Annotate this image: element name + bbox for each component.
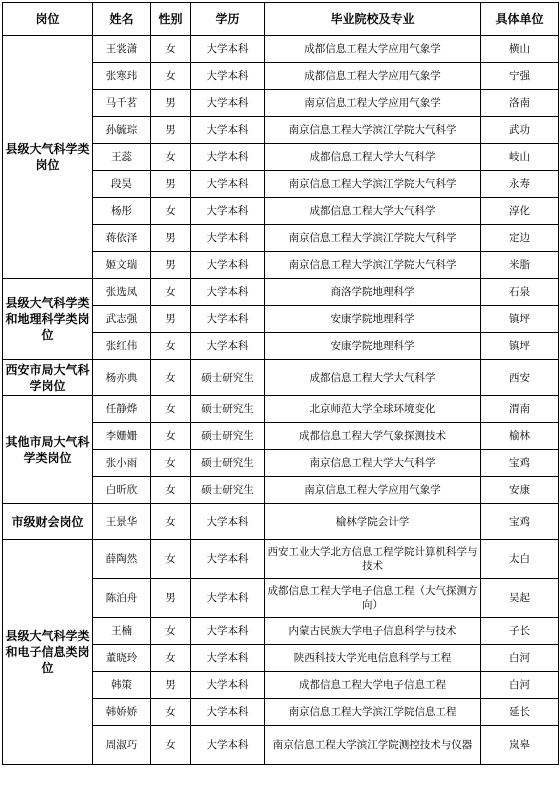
- cell-school-major: 内蒙古民族大学电子信息科学与技术: [265, 618, 481, 645]
- cell-school-major: 北京师范大学全球环境变化: [265, 396, 481, 423]
- cell-unit: 西安: [481, 360, 559, 396]
- cell-gender: 女: [151, 699, 191, 726]
- header-gender: 性别: [151, 3, 191, 36]
- cell-education: 大学本科: [191, 252, 265, 279]
- position-group-cell: 市级财会岗位: [3, 504, 93, 540]
- cell-unit: 安康: [481, 477, 559, 504]
- cell-unit: 岚皋: [481, 726, 559, 765]
- cell-education: 大学本科: [191, 645, 265, 672]
- cell-unit: 洛南: [481, 90, 559, 117]
- cell-name: 孙毓琮: [93, 117, 151, 144]
- cell-education: 大学本科: [191, 90, 265, 117]
- cell-name: 李姗姗: [93, 423, 151, 450]
- cell-gender: 女: [151, 63, 191, 90]
- cell-name: 张小雨: [93, 450, 151, 477]
- cell-education: 大学本科: [191, 36, 265, 63]
- cell-name: 董晓玲: [93, 645, 151, 672]
- cell-school-major: 南京信息工程大学滨江学院大气科学: [265, 171, 481, 198]
- header-unit: 具体单位: [481, 3, 559, 36]
- cell-name: 张选凤: [93, 279, 151, 306]
- cell-name: 韩娇娇: [93, 699, 151, 726]
- cell-unit: 定边: [481, 225, 559, 252]
- cell-school-major: 成都信息工程大学大气科学: [265, 144, 481, 171]
- cell-school-major: 安康学院地理科学: [265, 306, 481, 333]
- cell-unit: 白河: [481, 645, 559, 672]
- cell-gender: 女: [151, 360, 191, 396]
- cell-education: 大学本科: [191, 540, 265, 579]
- cell-gender: 女: [151, 144, 191, 171]
- position-group-cell: 县级大气科学类和地理科学类岗位: [3, 279, 93, 360]
- cell-name: 任静烨: [93, 396, 151, 423]
- cell-name: 武志强: [93, 306, 151, 333]
- cell-education: 大学本科: [191, 225, 265, 252]
- cell-unit: 横山: [481, 36, 559, 63]
- table-row: [3, 36, 559, 63]
- cell-school-major: 成都信息工程大学大气科学: [265, 360, 481, 396]
- cell-gender: 男: [151, 579, 191, 618]
- cell-unit: 武功: [481, 117, 559, 144]
- cell-unit: 米脂: [481, 252, 559, 279]
- cell-gender: 女: [151, 396, 191, 423]
- cell-school-major: 成都信息工程大学大气科学: [265, 198, 481, 225]
- cell-name: 王裳潇: [93, 36, 151, 63]
- position-group-cell: 县级大气科学类和电子信息类岗位: [3, 540, 93, 765]
- cell-education: 大学本科: [191, 144, 265, 171]
- cell-unit: 镇坪: [481, 333, 559, 360]
- cell-school-major: 榆林学院会计学: [265, 504, 481, 540]
- cell-education: 硕士研究生: [191, 396, 265, 423]
- cell-school-major: 南京信息工程大学应用气象学: [265, 477, 481, 504]
- cell-gender: 女: [151, 540, 191, 579]
- cell-gender: 女: [151, 504, 191, 540]
- cell-school-major: 成都信息工程大学应用气象学: [265, 63, 481, 90]
- cell-name: 张寒玮: [93, 63, 151, 90]
- cell-education: 大学本科: [191, 63, 265, 90]
- cell-name: 张红伟: [93, 333, 151, 360]
- cell-gender: 女: [151, 423, 191, 450]
- cell-unit: 永寿: [481, 171, 559, 198]
- cell-education: 大学本科: [191, 198, 265, 225]
- cell-name: 周淑巧: [93, 726, 151, 765]
- cell-school-major: 成都信息工程大学电子信息工程: [265, 672, 481, 699]
- cell-gender: 女: [151, 450, 191, 477]
- cell-unit: 岐山: [481, 144, 559, 171]
- cell-gender: 男: [151, 117, 191, 144]
- cell-unit: 太白: [481, 540, 559, 579]
- cell-school-major: 西安工业大学北方信息工程学院计算机科学与技术: [265, 540, 481, 579]
- cell-school-major: 南京信息工程大学滨江学院大气科学: [265, 225, 481, 252]
- cell-name: 杨亦典: [93, 360, 151, 396]
- cell-school-major: 成都信息工程大学气象探测技术: [265, 423, 481, 450]
- position-group-cell: 西安市局大气科学岗位: [3, 360, 93, 396]
- cell-unit: 吴起: [481, 579, 559, 618]
- cell-unit: 白河: [481, 672, 559, 699]
- cell-name: 马千茗: [93, 90, 151, 117]
- cell-unit: 延长: [481, 699, 559, 726]
- cell-education: 大学本科: [191, 279, 265, 306]
- cell-gender: 男: [151, 306, 191, 333]
- cell-gender: 男: [151, 672, 191, 699]
- cell-school-major: 成都信息工程大学电子信息工程（大气探测方向）: [265, 579, 481, 618]
- cell-gender: 女: [151, 36, 191, 63]
- cell-gender: 女: [151, 645, 191, 672]
- cell-unit: 子长: [481, 618, 559, 645]
- cell-school-major: 安康学院地理科学: [265, 333, 481, 360]
- cell-education: 硕士研究生: [191, 360, 265, 396]
- cell-education: 大学本科: [191, 504, 265, 540]
- cell-education: 大学本科: [191, 117, 265, 144]
- cell-school-major: 成都信息工程大学应用气象学: [265, 36, 481, 63]
- table-row: [3, 360, 559, 396]
- cell-gender: 女: [151, 279, 191, 306]
- cell-unit: 宁强: [481, 63, 559, 90]
- cell-education: 大学本科: [191, 726, 265, 765]
- table-row: [3, 396, 559, 423]
- cell-name: 陈泊舟: [93, 579, 151, 618]
- cell-education: 硕士研究生: [191, 477, 265, 504]
- cell-school-major: 陕西科技大学光电信息科学与工程: [265, 645, 481, 672]
- table-row: [3, 540, 559, 579]
- header-position: 岗位: [3, 3, 93, 36]
- cell-education: 大学本科: [191, 306, 265, 333]
- cell-unit: 渭南: [481, 396, 559, 423]
- cell-education: 大学本科: [191, 579, 265, 618]
- table-row: [3, 279, 559, 306]
- cell-gender: 女: [151, 477, 191, 504]
- cell-education: 硕士研究生: [191, 450, 265, 477]
- cell-gender: 男: [151, 225, 191, 252]
- cell-unit: 镇坪: [481, 306, 559, 333]
- header-name: 姓名: [93, 3, 151, 36]
- cell-name: 杨彤: [93, 198, 151, 225]
- cell-unit: 宝鸡: [481, 450, 559, 477]
- cell-unit: 淳化: [481, 198, 559, 225]
- cell-education: 大学本科: [191, 333, 265, 360]
- cell-education: 大学本科: [191, 171, 265, 198]
- header-education: 学历: [191, 3, 265, 36]
- table-body: [3, 36, 559, 765]
- cell-gender: 男: [151, 90, 191, 117]
- cell-name: 蒋依泽: [93, 225, 151, 252]
- position-group-cell: 其他市局大气科学类岗位: [3, 396, 93, 504]
- cell-school-major: 南京信息工程大学滨江学院大气科学: [265, 252, 481, 279]
- cell-school-major: 南京信息工程大学应用气象学: [265, 90, 481, 117]
- header-row: [3, 3, 559, 36]
- cell-name: 姬文瑞: [93, 252, 151, 279]
- cell-name: 白昕欣: [93, 477, 151, 504]
- cell-name: 韩策: [93, 672, 151, 699]
- header-school-major: 毕业院校及专业: [265, 3, 481, 36]
- cell-school-major: 商洛学院地理科学: [265, 279, 481, 306]
- cell-school-major: 南京信息工程大学滨江学院大气科学: [265, 117, 481, 144]
- table-row: [3, 504, 559, 540]
- cell-school-major: 南京信息工程大学滨江学院测控技术与仪器: [265, 726, 481, 765]
- cell-name: 薛陶然: [93, 540, 151, 579]
- cell-education: 大学本科: [191, 618, 265, 645]
- cell-gender: 男: [151, 252, 191, 279]
- cell-school-major: 南京信息工程大学滨江学院信息工程: [265, 699, 481, 726]
- cell-gender: 男: [151, 171, 191, 198]
- cell-education: 大学本科: [191, 699, 265, 726]
- cell-unit: 宝鸡: [481, 504, 559, 540]
- cell-name: 王楠: [93, 618, 151, 645]
- cell-gender: 女: [151, 618, 191, 645]
- cell-school-major: 南京信息工程大学大气科学: [265, 450, 481, 477]
- cell-name: 王景华: [93, 504, 151, 540]
- cell-gender: 女: [151, 198, 191, 225]
- cell-gender: 女: [151, 333, 191, 360]
- cell-unit: 榆林: [481, 423, 559, 450]
- cell-gender: 女: [151, 726, 191, 765]
- cell-education: 硕士研究生: [191, 423, 265, 450]
- cell-unit: 石泉: [481, 279, 559, 306]
- cell-education: 大学本科: [191, 672, 265, 699]
- cell-name: 王蕊: [93, 144, 151, 171]
- cell-name: 段昊: [93, 171, 151, 198]
- recruitment-table: [2, 2, 559, 765]
- position-group-cell: 县级大气科学类岗位: [3, 36, 93, 279]
